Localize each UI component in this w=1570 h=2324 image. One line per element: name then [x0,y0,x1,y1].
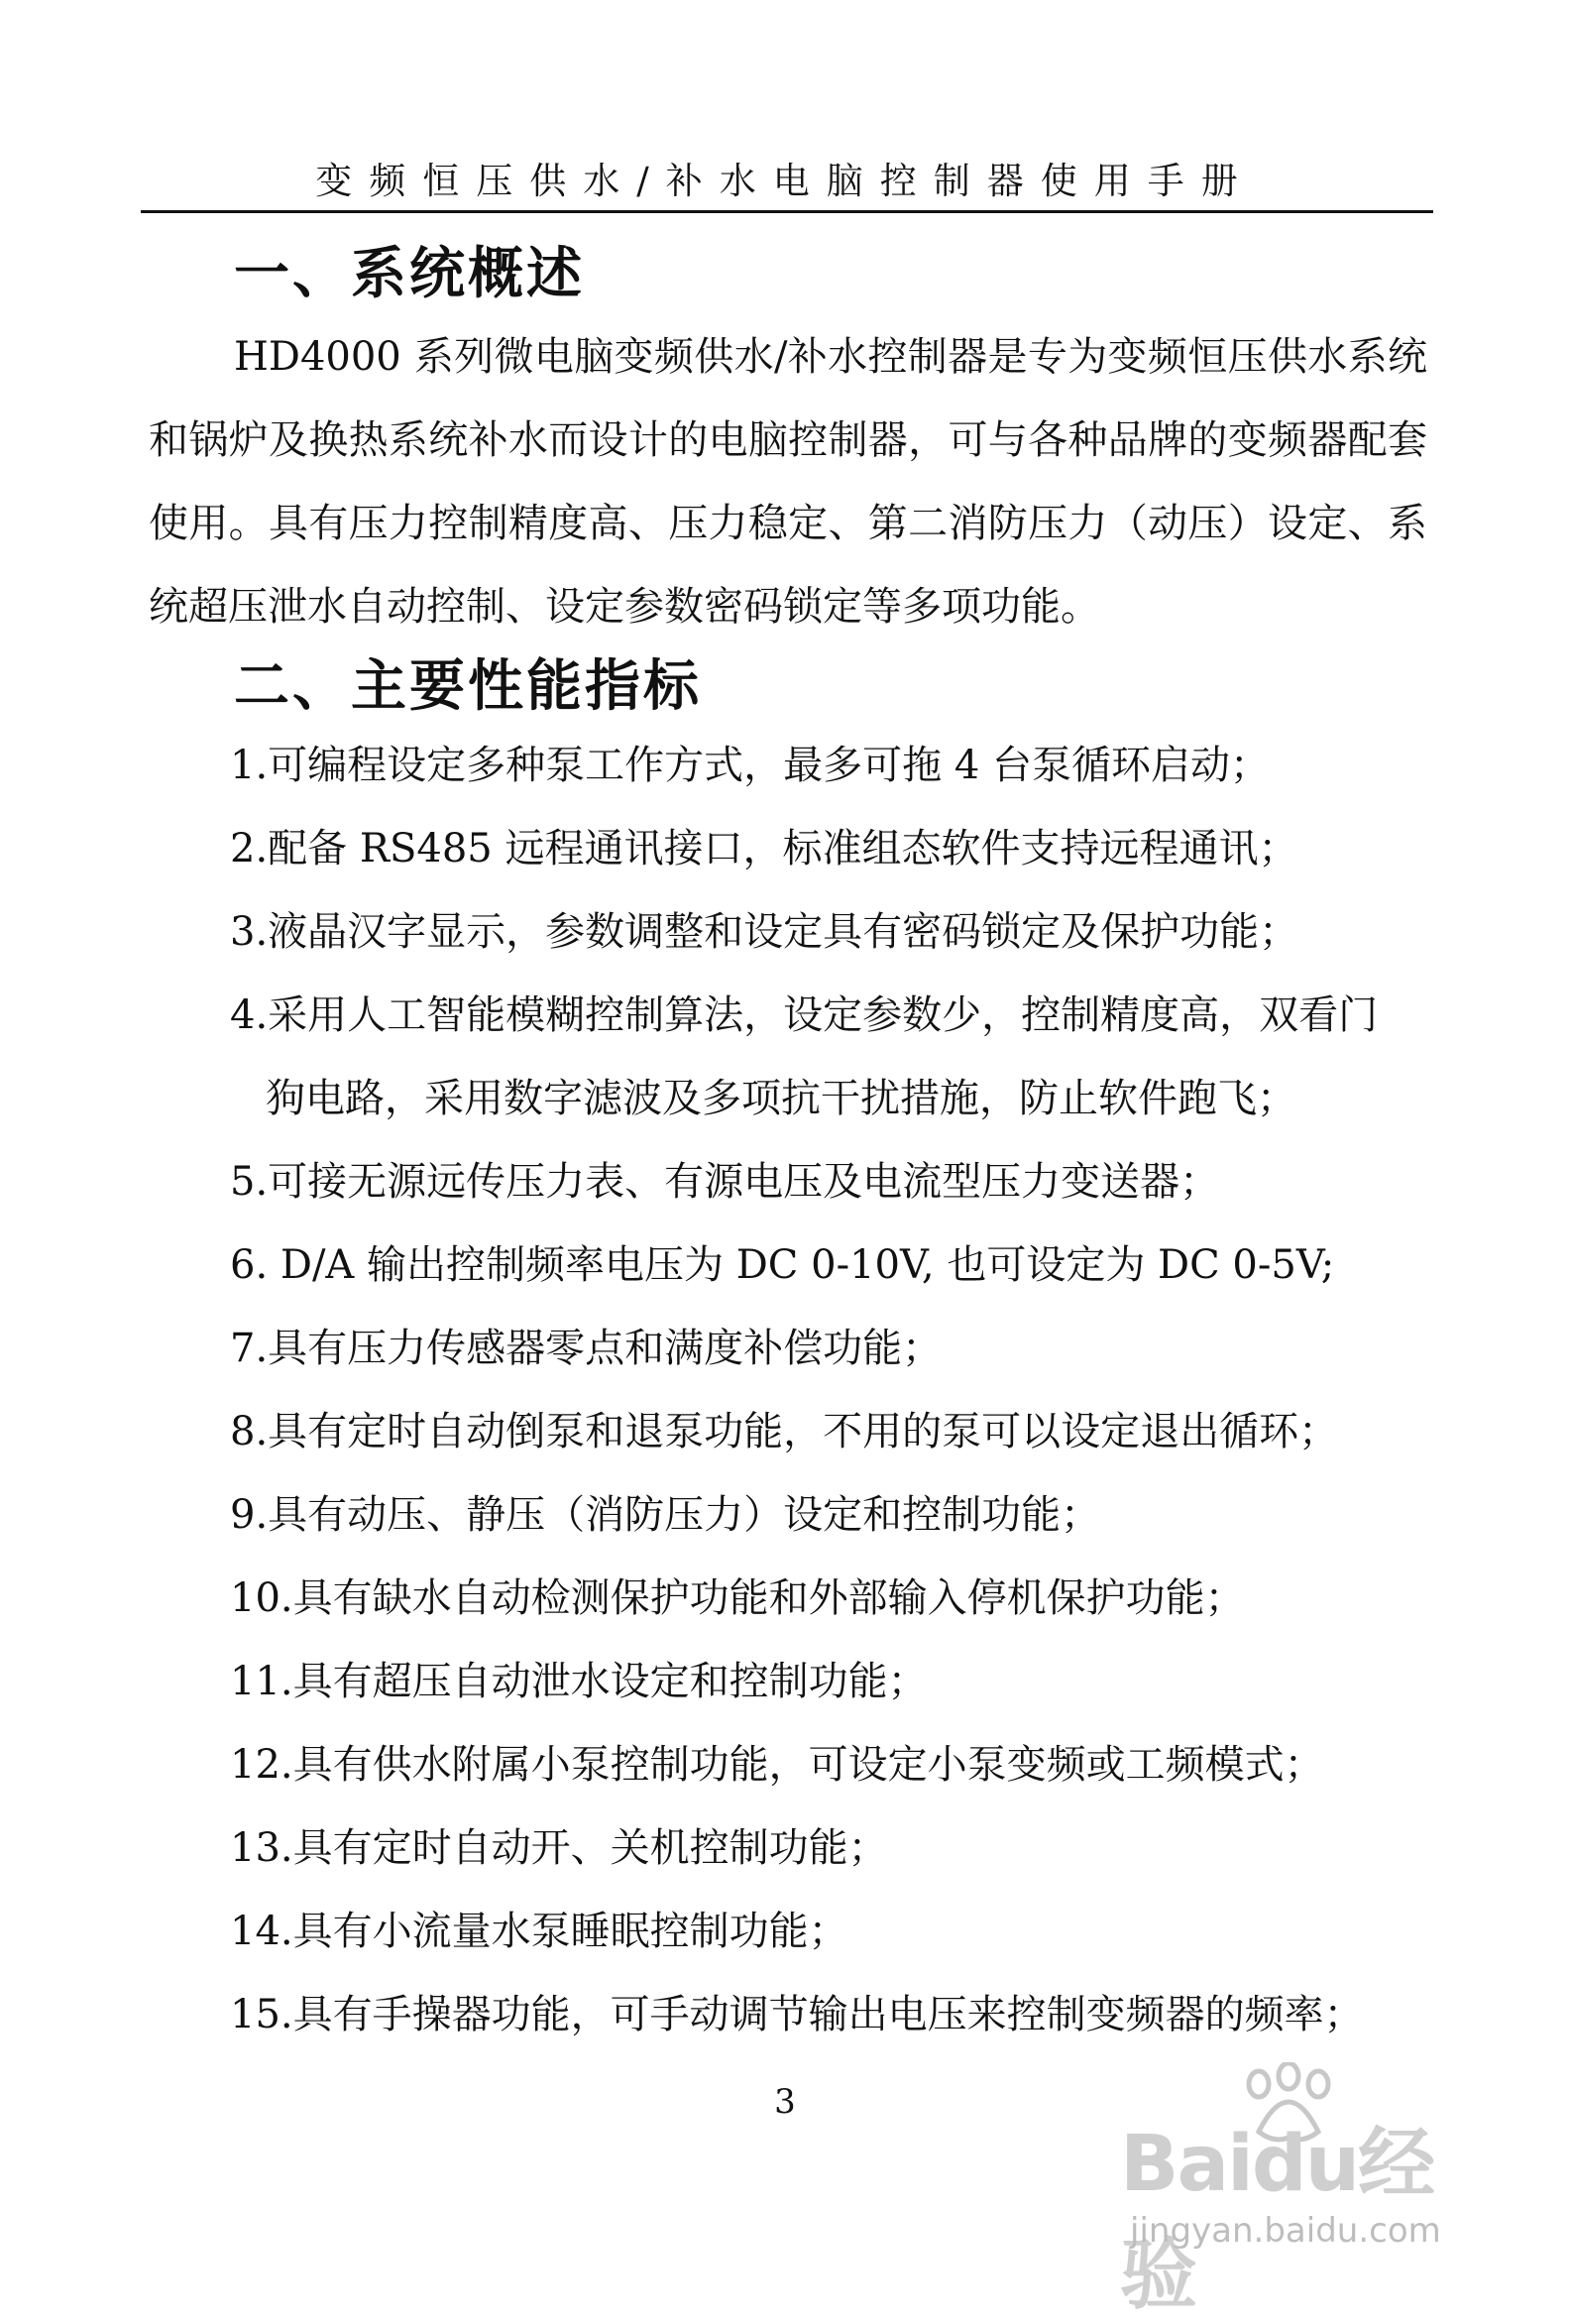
list-item: 15.具有手操器功能，可手动调节输出电压来控制变频器的频率； [230,1992,1364,2037]
baidu-watermark [1120,2062,1447,2320]
list-item: 7.具有压力传感器零点和满度补偿功能； [230,1326,943,1371]
section-1-paragraph: HD4000 系列微电脑变频供水/补水控制器是专为变频恒压供水系统和锅炉及换热系统补水而设计的电脑控制器，可与各种品牌的变频器配套使用。具有压力控制精度高、压力稳定、第二消防压力（动压）设定、系统超压泄水自动控制、设定参数密码锁定等多项功能。 [149,334,1427,630]
list-item-continuation: 狗电路，采用数字滤波及多项抗干扰措施，防止软件跑飞； [266,1076,1296,1121]
list-item: 5.可接无源远传压力表、有源电压及电流型压力变送器； [230,1159,1220,1205]
watermark-url: jingyan.baidu.com [1130,2211,1441,2251]
section-1-heading: 一、系统概述 [234,242,585,306]
list-item: 8.具有定时自动倒泵和退泵功能，不用的泵可以设定退出循环； [230,1409,1339,1454]
spec-list [230,724,1439,2056]
header-divider [141,210,1433,213]
list-item: 2.配备 RS485 远程通讯接口，标准组态软件支持远程通讯； [230,826,1298,872]
list-item: 12.具有供水附属小泵控制功能，可设定小泵变频或工频模式； [230,1742,1324,1788]
section-2-heading: 二、主要性能指标 [234,654,702,719]
page-number: 3 [774,2082,796,2122]
watermark-logo: Baidu经验 [1120,2120,1434,2320]
list-item: 10.具有缺水自动检测保护功能和外部输入停机保护功能； [230,1575,1245,1621]
list-item: 4.采用人工智能模糊控制算法，设定参数少，控制精度高，双看门 狗电路，采用数字滤波及多项抗干扰措施，防止软件跑飞； [230,974,1439,1140]
list-item: 6. D/A 输出控制频率电压为 DC 0-10V, 也可设定为 DC 0-5V; [230,1242,1335,1288]
list-item: 1.可编程设定多种泵工作方式，最多可拖 4 台泵循环启动； [230,743,1271,788]
list-item: 11.具有超压自动泄水设定和控制功能； [230,1659,928,1704]
list-item: 9.具有动压、静压（消防压力）设定和控制功能； [230,1492,1101,1538]
list-item: 13.具有定时自动开、关机控制功能； [230,1825,888,1871]
list-item: 14.具有小流量水泵睡眠控制功能； [230,1909,848,1954]
document-header: 变频恒压供水/补水电脑控制器使用手册 [315,160,1255,202]
list-item: 3.液晶汉字显示，参数调整和设定具有密码锁定及保护功能； [230,909,1299,955]
